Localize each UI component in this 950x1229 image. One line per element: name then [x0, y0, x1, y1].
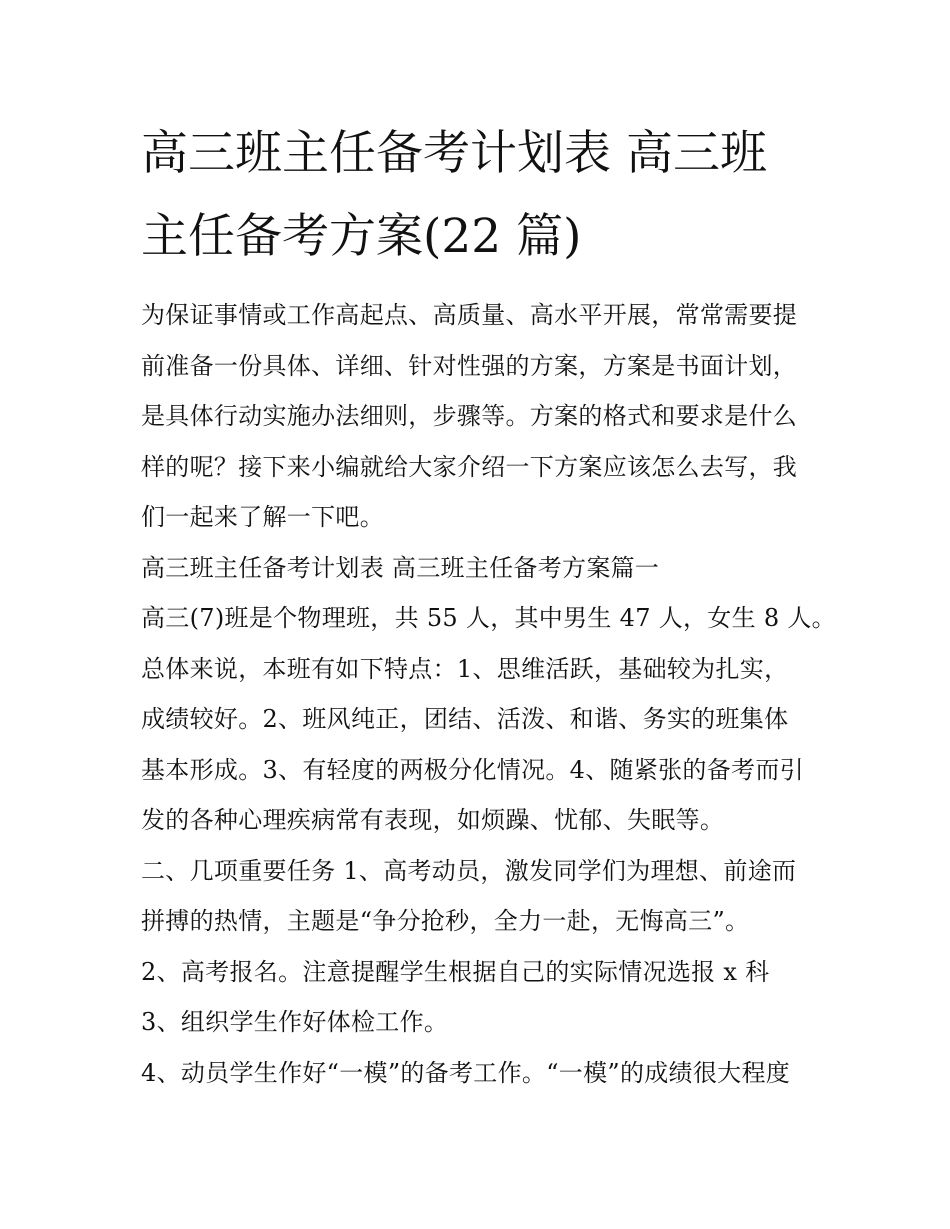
title-line: 高三班主任备考计划表 高三班 — [141, 126, 767, 181]
text-line: 成绩较好。2、班风纯正，团结、活泼、和谐、务实的班集体 — [141, 705, 789, 733]
text-line: 样的呢？接下来小编就给大家介绍一下方案应该怎么去写，我 — [141, 452, 798, 481]
text-line: 发的各种心理疾病常有表现，如烦躁、忧郁、失眠等。 — [141, 806, 725, 834]
text-line: 高三班主任备考计划表 高三班主任备考方案篇一 — [141, 553, 660, 582]
text-line: 4、动员学生作好“一模”的备考工作。“一模”的成绩很大程度 — [141, 1058, 791, 1087]
tasks-paragraph — [141, 846, 830, 947]
text-line: 基本形成。3、有轻度的两极分化情况。4、随紧张的备考而引 — [141, 755, 804, 784]
task-item — [141, 947, 830, 998]
text-line: 前准备一份具体、详细、针对性强的方案，方案是书面计划， — [141, 351, 798, 380]
document-title — [141, 112, 830, 278]
text-line: 高三(7)班是个物理班，共 55 人，其中男生 47 人，女生 8 人。 — [141, 604, 836, 632]
text-line: 是具体行动实施办法细则，步骤等。方案的格式和要求是什么 — [141, 402, 798, 430]
text-line: 总体来说，本班有如下特点：1、思维活跃，基础较为扎实， — [141, 654, 789, 683]
text-line: 二、几项重要任务 1、高考动员，激发同学们为理想、前途而 — [141, 856, 797, 885]
title-line: 主任备考方案(22 篇) — [141, 209, 582, 264]
task-item — [141, 997, 830, 1048]
task-item — [141, 1048, 830, 1099]
class-overview-paragraph — [141, 593, 836, 846]
intro-paragraph — [141, 290, 830, 543]
text-line: 拼搏的热情，主题是“争分抢秒，全力一赴，无悔高三”。 — [141, 907, 750, 935]
section-heading — [141, 543, 830, 594]
text-line: 3、组织学生作好体检工作。 — [141, 1008, 449, 1036]
text-line: 为保证事情或工作高起点、高质量、高水平开展，常常需要提 — [141, 301, 798, 329]
text-line: 2、高考报名。注意提醒学生根据自己的实际情况选报 x 科 — [141, 957, 770, 986]
text-line: 们一起来了解一下吧。 — [141, 503, 384, 531]
